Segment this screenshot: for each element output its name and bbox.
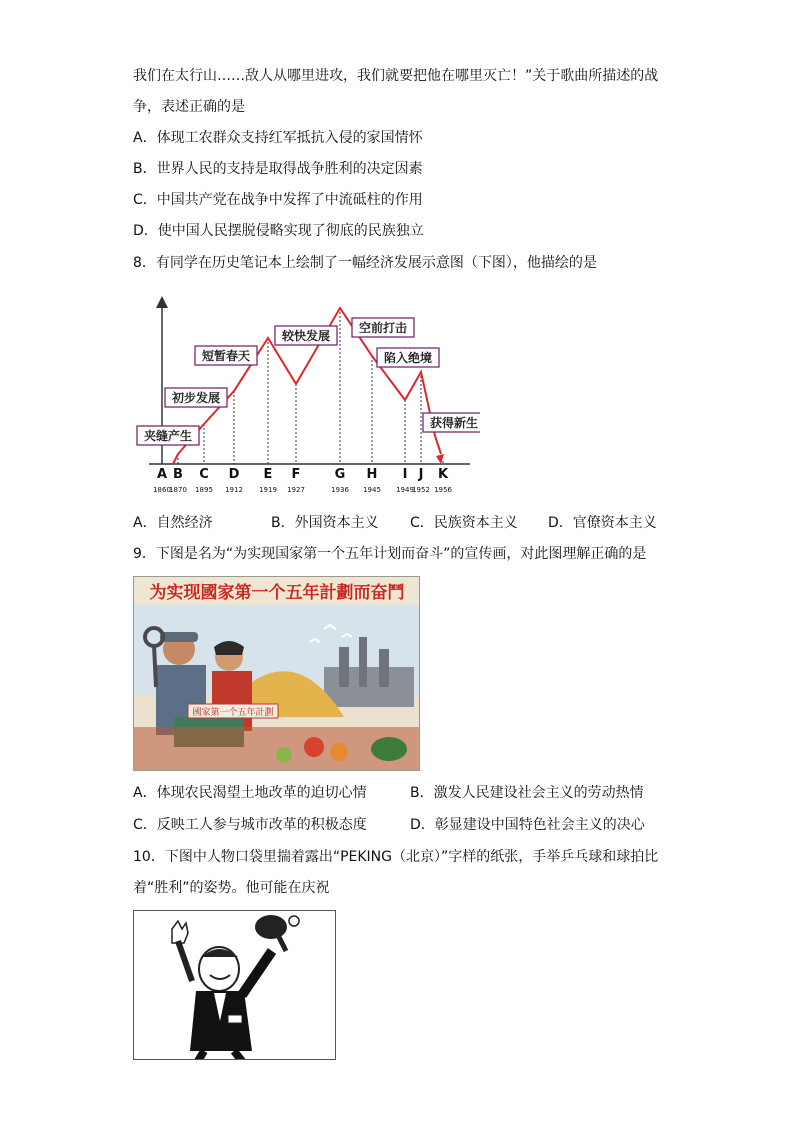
annotation-label: 陷入绝境 (383, 351, 433, 365)
x-year-label: 1945 (363, 486, 381, 494)
q7-stem-line1: 我们在太行山……敌人从哪里进攻，我们就要把他在哪里灭亡！”关于歌曲所描述的战 (133, 68, 659, 84)
x-year-label: 1927 (287, 486, 305, 494)
x-year-label: 1949 (396, 486, 414, 494)
q7-option-d: D．使中国人民摆脱侵略实现了彻底的民族独立 (133, 223, 424, 239)
x-letter-label: D (228, 467, 240, 482)
x-year-label: 1895 (195, 486, 213, 494)
q7-stem-line2: 争，表述正确的是 (133, 99, 245, 115)
poster-banner-text: 國家第一个五年計劃 (192, 708, 274, 718)
annotation-label: 夹缝产生 (143, 429, 193, 443)
x-year-label: 1912 (225, 486, 243, 494)
q9-stem: 9．下图是名为“为实现国家第一个五年计划而奋斗”的宣传画，对此图理解正确的是 (133, 546, 647, 562)
x-letter-label: F (291, 467, 301, 482)
q10-stem-line1: 10．下图中人物口袋里揣着露出“PEKING（北京）”字样的纸张，手举乒乓球和球拍比 (133, 849, 659, 865)
q9-option-c: C．反映工人参与城市改革的积极态度 (133, 817, 367, 833)
x-letter-label: E (263, 467, 273, 482)
q8-option-d: D．官僚资本主义 (548, 515, 657, 531)
poster-title: 为实现國家第一个五年計劃而奋鬥 (149, 583, 405, 603)
annotation-label: 空前打击 (358, 321, 408, 335)
annotation-label: 获得新生 (429, 416, 479, 430)
q8-option-a: A．自然经济 (133, 515, 213, 531)
x-year-label: 1956 (434, 486, 452, 494)
q9-option-a: A．体现农民渴望土地改革的迫切心情 (133, 785, 367, 801)
annotation-label: 较快发展 (281, 329, 331, 343)
x-letter-label: B (173, 467, 183, 482)
q8-option-c: C．民族资本主义 (410, 515, 518, 531)
x-year-label: 1919 (259, 486, 277, 494)
q9-option-d: D．彰显建设中国特色社会主义的决心 (410, 817, 645, 833)
propaganda-poster (133, 576, 420, 771)
q10-stem-line2: 着“胜利”的姿势。他可能在庆祝 (133, 880, 330, 896)
x-letter-label: C (199, 467, 209, 482)
x-year-label: 1870 (169, 486, 187, 494)
x-letter-label: G (334, 467, 346, 482)
annotation-label: 短暂春天 (201, 349, 251, 363)
q9-option-b: B．激发人民建设社会主义的劳动热情 (410, 785, 644, 801)
x-letter-label: J (418, 467, 424, 482)
x-year-label: 1936 (331, 486, 349, 494)
q8-stem: 8．有同学在历史笔记本上绘制了一幅经济发展示意图（下图），他描绘的是 (133, 255, 597, 271)
x-letter-label: K (437, 467, 449, 482)
q7-option-b: B．世界人民的支持是取得战争胜利的决定因素 (133, 161, 423, 177)
q7-option-c: C．中国共产党在战争中发挥了中流砥柱的作用 (133, 192, 423, 208)
economic-development-chart (135, 296, 480, 496)
q8-option-b: B．外国资本主义 (271, 515, 379, 531)
x-letter-label: H (366, 467, 378, 482)
x-letter-label: A (156, 467, 168, 482)
political-cartoon (133, 910, 336, 1060)
x-year-label: 1860 (153, 486, 171, 494)
x-year-label: 1952 (412, 486, 430, 494)
q7-option-a: A．体现工农群众支持红军抵抗入侵的家国情怀 (133, 130, 423, 146)
x-letter-label: I (402, 467, 408, 482)
annotation-label: 初步发展 (171, 391, 221, 405)
